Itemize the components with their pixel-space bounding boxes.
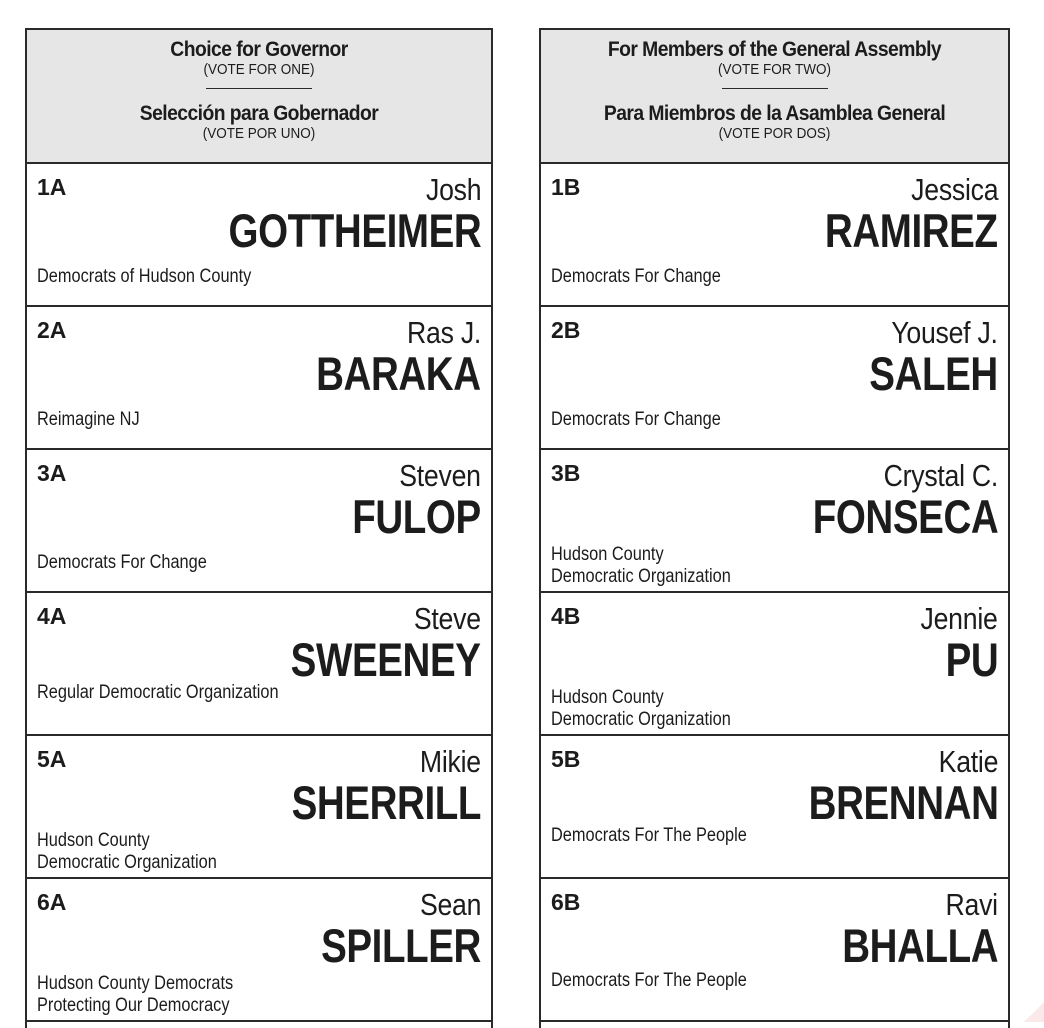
candidate-first-name: Ravi [945,887,998,922]
candidate-first-name: Steven [399,458,481,493]
party-line: Democratic Organization [37,852,217,873]
party-line: Democratic Organization [551,709,731,730]
candidate-row-1a[interactable] [27,164,491,307]
party-line: Protecting Our Democracy [37,995,230,1016]
party-line: Hudson County [551,544,664,565]
party-line: Democrats For The People [551,825,747,846]
candidate-party [551,825,747,847]
candidate-party [37,682,279,704]
candidate-party [551,544,731,588]
candidate-last-name: FONSECA [812,490,998,543]
candidate-row-3a[interactable] [27,450,491,593]
candidate-last-name: FULOP [352,490,481,543]
candidate-last-name: SPILLER [321,919,481,972]
candidate-party [551,409,721,431]
candidate-number: 1A [37,174,67,200]
candidate-row-6b[interactable] [541,879,1008,1022]
candidate-first-name: Ras J. [406,315,481,350]
candidate-last-name: BRENNAN [808,776,998,829]
candidate-number: 6B [551,889,581,915]
header-divider [722,88,828,89]
header-divider [206,88,312,89]
candidate-party [551,687,731,731]
candidate-party [551,266,721,288]
party-line: Hudson County [37,830,150,851]
party-line: Democratic Organization [551,566,731,587]
candidate-first-name: Yousef J. [891,315,998,350]
candidate-row-2a[interactable] [27,307,491,450]
assembly-column [539,28,1010,1028]
candidate-number: 5A [37,746,67,772]
candidate-number: 2B [551,317,581,343]
candidate-number: 2A [37,317,67,343]
governor-instruction-es: (VOTE POR UNO) [202,125,316,142]
assembly-header [541,30,1008,164]
party-line: Democrats For Change [551,266,721,287]
candidate-row-2b[interactable] [541,307,1008,450]
candidate-number: 3A [37,460,67,486]
governor-title: Choice for Governor [170,38,348,61]
assembly-title: For Members of the General Assembly [607,38,942,61]
candidate-last-name: BHALLA [842,919,998,972]
candidate-row-6a[interactable] [27,879,491,1022]
party-line: Democrats For The People [551,970,747,991]
governor-instruction: (VOTE FOR ONE) [203,61,315,78]
candidate-last-name: SWEENEY [291,633,481,686]
party-line: Regular Democratic Organization [37,682,279,703]
governor-header [27,30,491,164]
candidate-row-3b[interactable] [541,450,1008,593]
candidate-first-name: Crystal C. [883,458,998,493]
candidate-first-name: Mikie [420,744,481,779]
candidate-number: 4A [37,603,67,629]
candidate-row-1b[interactable] [541,164,1008,307]
candidate-number: 1B [551,174,581,200]
candidate-last-name: RAMIREZ [825,204,998,257]
candidate-first-name: Steve [414,601,481,636]
candidate-last-name: PU [945,633,998,686]
candidate-row-4a[interactable] [27,593,491,736]
party-line: Democrats of Hudson County [37,266,252,287]
candidate-row-4b[interactable] [541,593,1008,736]
candidate-party [551,970,747,992]
party-line: Democrats For Change [551,409,721,430]
candidate-row-5b[interactable] [541,736,1008,879]
candidate-last-name: GOTTHEIMER [228,204,481,257]
party-line: Democrats For Change [37,552,207,573]
assembly-instruction-es: (VOTE POR DOS) [718,125,831,142]
candidate-party [37,409,140,431]
party-line: Hudson County [551,687,664,708]
candidate-number: 3B [551,460,581,486]
party-line: Reimagine NJ [37,409,140,430]
candidate-first-name: Jennie [920,601,998,636]
page-corner-fold [1024,1002,1044,1022]
governor-column [25,28,493,1028]
candidate-first-name: Katie [938,744,998,779]
candidate-number: 5B [551,746,581,772]
candidate-row-5a[interactable] [27,736,491,879]
governor-title-es: Selección para Gobernador [139,102,379,125]
candidate-party [37,552,207,574]
candidate-first-name: Sean [419,887,481,922]
candidate-last-name: SHERRILL [291,776,481,829]
candidate-last-name: SALEH [869,347,998,400]
candidate-party [37,266,251,288]
candidate-last-name: BARAKA [316,347,481,400]
assembly-title-es: Para Miembros de la Asamblea General [603,102,946,125]
candidate-first-name: Josh [425,172,481,207]
candidate-number: 4B [551,603,581,629]
candidate-party [37,830,217,874]
candidate-party [37,973,233,1017]
assembly-instruction: (VOTE FOR TWO) [717,61,831,78]
candidate-first-name: Jessica [910,172,998,207]
party-line: Hudson County Democrats [37,973,234,994]
candidate-number: 6A [37,889,67,915]
